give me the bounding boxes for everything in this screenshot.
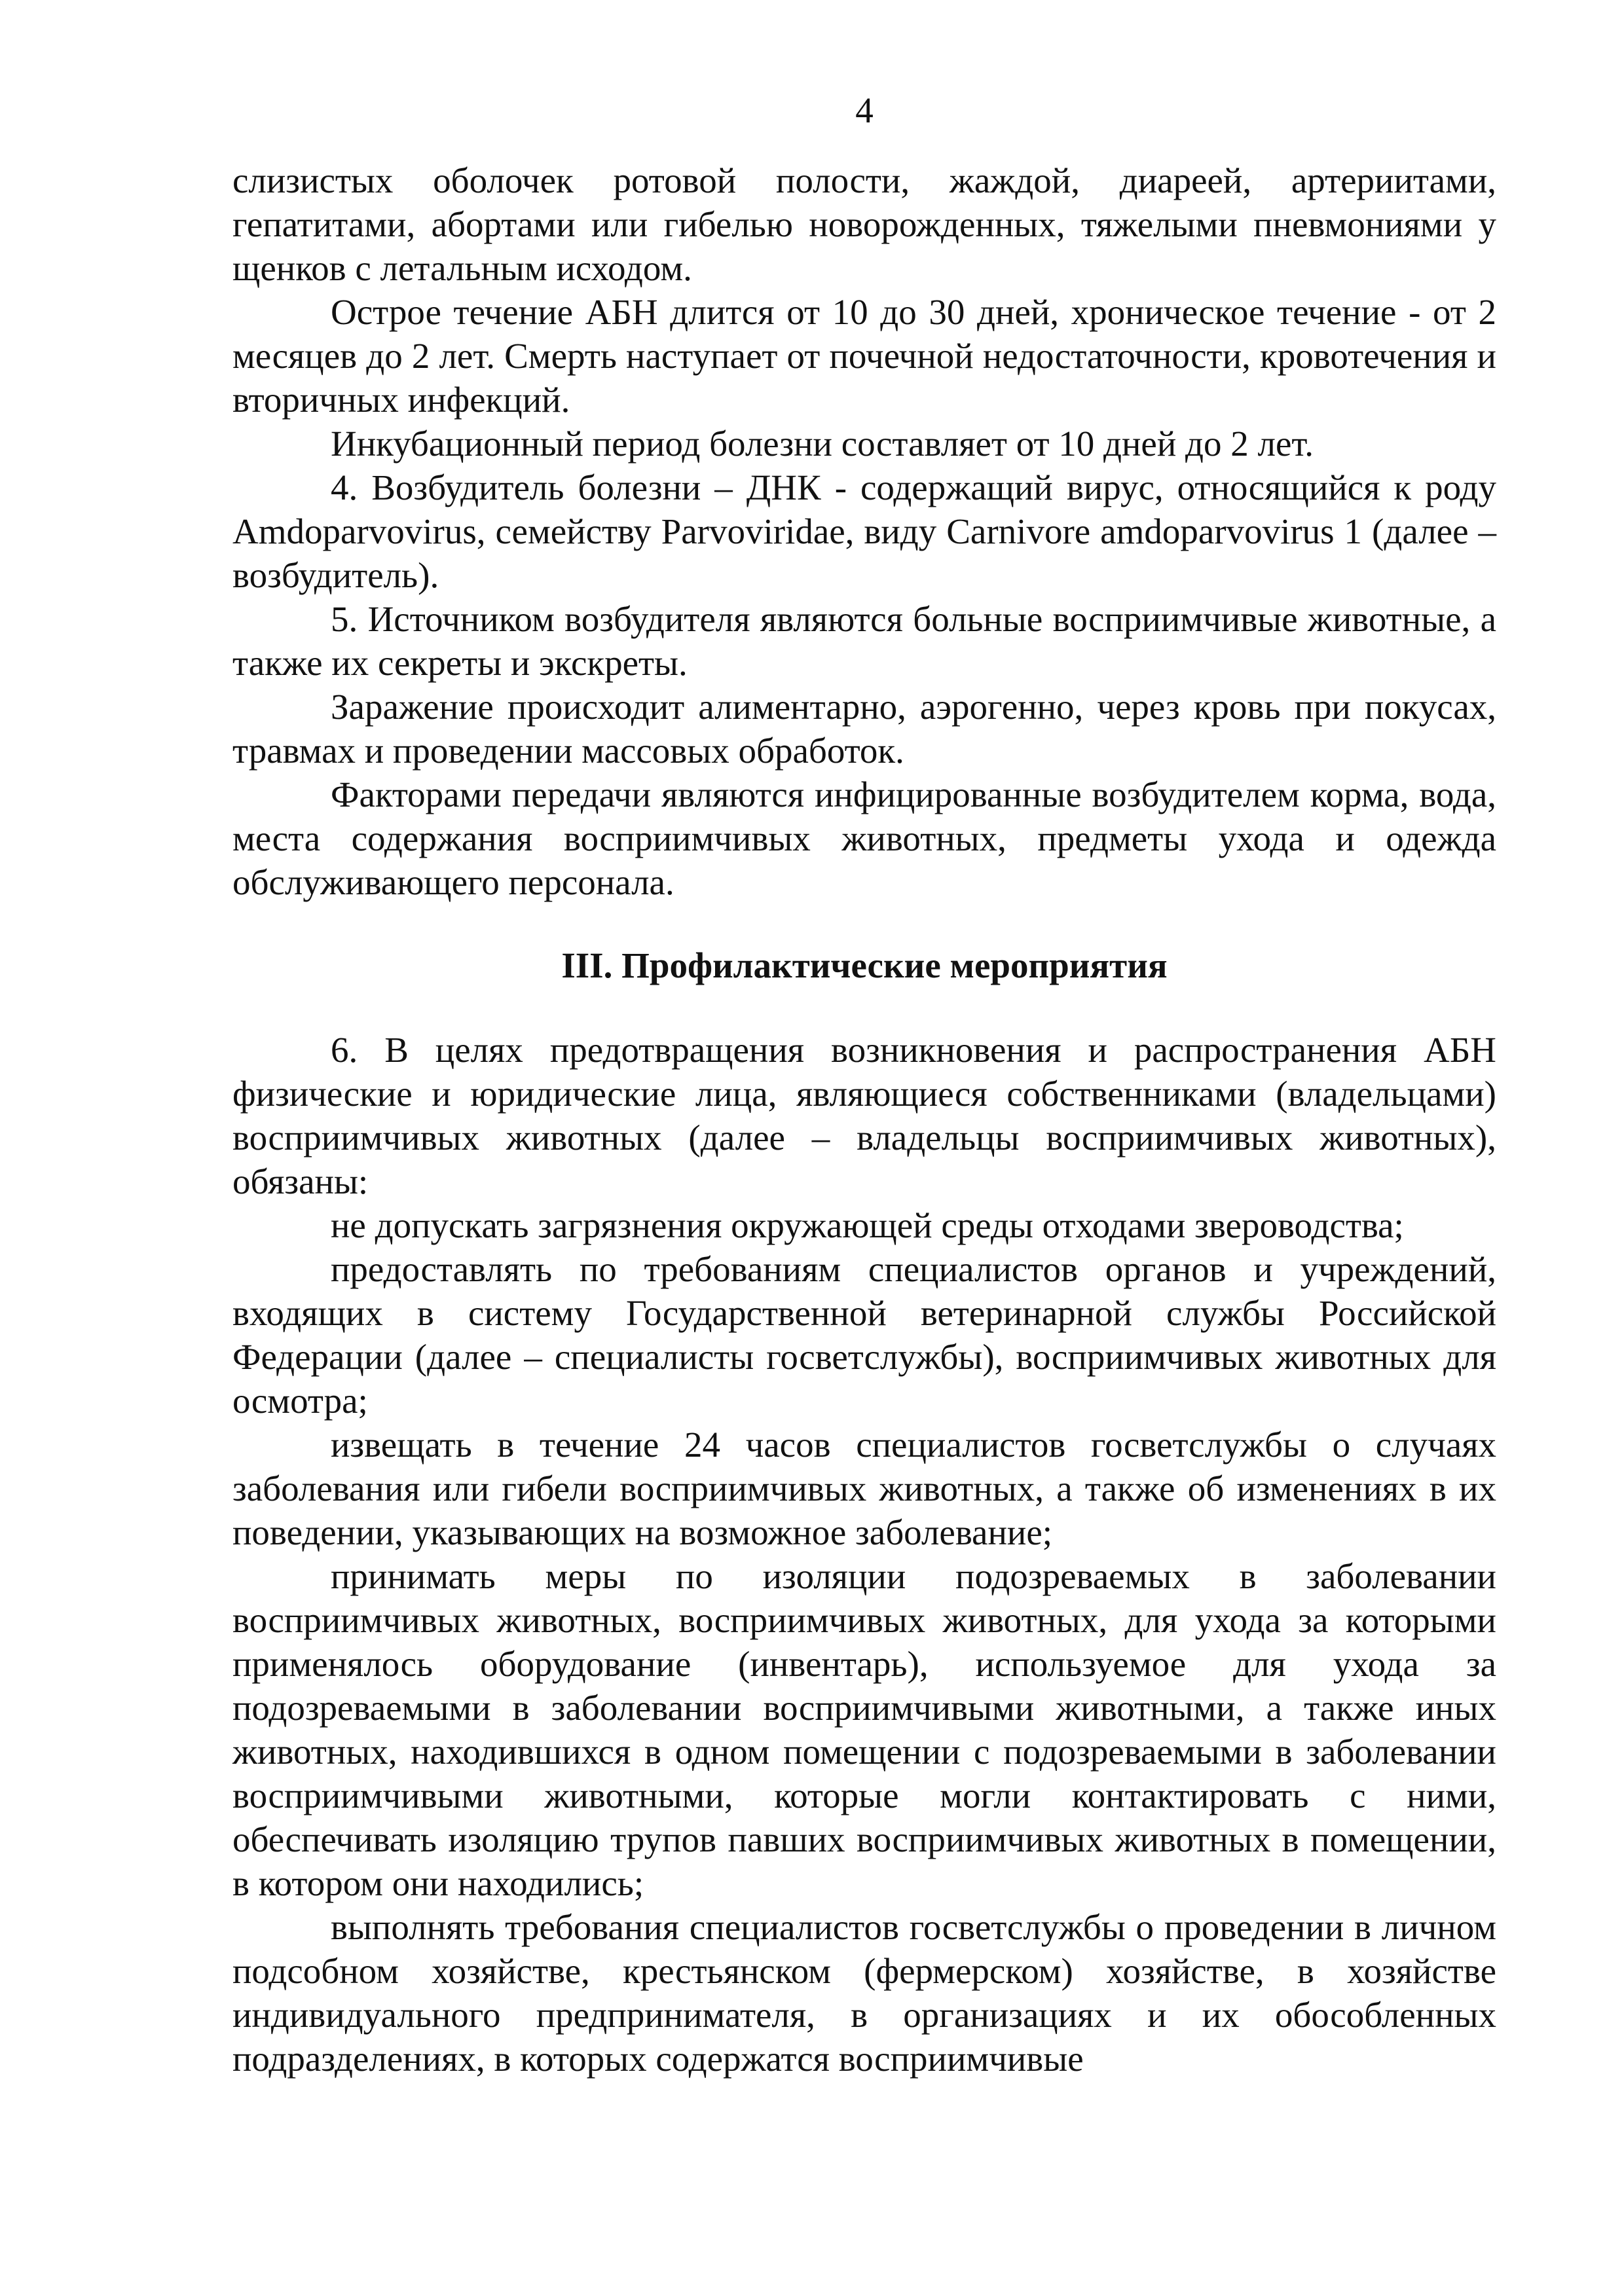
page-number: 4 <box>855 90 874 130</box>
paragraph-item-4: 4. Возбудитель болезни – ДНК - содержащий вирус, относящийся к роду Amdoparvovirus, семейству Parvoviridae, виду Carnivore amdoparvovirus 1 (далее – возбудитель). <box>232 467 1496 595</box>
paragraph-item-6: 6. В целях предотвращения возникновения и распространения АБН физические и юридические лица, являющиеся собственниками (владельцами) восприимчивых животных (далее – владельцы восприимчивых животных), обязаны: <box>232 1030 1496 1201</box>
paragraph: выполнять требования специалистов госветслужбы о проведении в личном подсобном хозяйстве, крестьянском (фермерском) хозяйстве, в хозяйстве индивидуального предпринимателя, в организациях и их обособленных подразделениях, в которых содержатся восприимчивые <box>232 1907 1496 2079</box>
paragraph: Заражение происходит алиментарно, аэрогенно, через кровь при покусах, травмах и проведении массовых обработок. <box>232 687 1496 771</box>
paragraph-item-5: 5. Источником возбудителя являются больные восприимчивые животные, а также их секреты и экскреты. <box>232 599 1496 683</box>
document-page <box>232 88 1496 2081</box>
paragraph: извещать в течение 24 часов специалистов госветслужбы о случаях заболевания или гибели восприимчивых животных, а также об изменениях в их поведении, указывающих на возможное заболевание; <box>232 1425 1496 1552</box>
paragraph: не допускать загрязнения окружающей среды отходами звероводства; <box>331 1205 1404 1245</box>
section-heading: III. Профилактические мероприятия <box>561 945 1168 985</box>
paragraph: принимать меры по изоляции подозреваемых в заболевании восприимчивых животных, восприимчивых животных, для ухода за которыми применялось оборудование (инвентарь), используемое для ухода за подозреваемыми в заболевании восприимчивыми животными, а также иных животных, находившихся в одном помещении с подозреваемыми в заболевании восприимчивыми животными, которые могли контактировать с ними, обеспечивать изоляцию трупов павших восприимчивых животных в помещении, в котором они находились; <box>232 1556 1496 1903</box>
paragraph: Острое течение АБН длится от 10 до 30 дней, хроническое течение - от 2 месяцев до 2 лет. Смерть наступает от почечной недостаточности, кровотечения и вторичных инфекций. <box>232 292 1496 420</box>
paragraph: предоставлять по требованиям специалистов органов и учреждений, входящих в систему Государственной ветеринарной службы Российской Федерации (далее – специалисты госветслужбы), восприимчивых животных для осмотра; <box>232 1249 1496 1421</box>
paragraphs-before <box>232 158 1496 904</box>
paragraphs-after <box>232 1028 1496 2081</box>
paragraph: слизистых оболочек ротовой полости, жаждой, диареей, артериитами, гепатитами, абортами или гибелью новорожденных, тяжелыми пневмониями у щенков с летальным исходом. <box>232 160 1496 288</box>
paragraph: Инкубационный период болезни составляет от 10 дней до 2 лет. <box>331 424 1314 464</box>
paragraph: Факторами передачи являются инфицированные возбудителем корма, вода, места содержания восприимчивых животных, предметы ухода и одежда обслуживающего персонала. <box>232 774 1496 902</box>
